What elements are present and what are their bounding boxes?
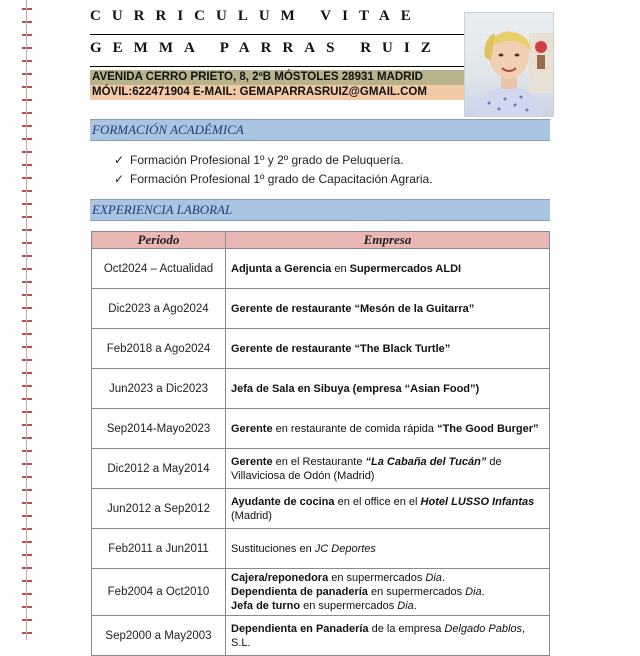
company-line (231, 542, 544, 556)
table-row (92, 616, 550, 656)
company-cell (226, 409, 550, 449)
company-line (231, 622, 544, 650)
education-section-bar (90, 119, 550, 141)
document-title: CURRICULUM VITAE (90, 8, 422, 24)
company-text: Hotel LUSSO Infantas (420, 495, 535, 508)
company-cell (226, 529, 550, 569)
company-text: en el Restaurante (272, 455, 366, 468)
table-row (92, 289, 550, 329)
company-text: . (441, 572, 445, 584)
company-text: JC Deportes (314, 542, 376, 555)
company-text: Supermercados ALDI (349, 262, 462, 275)
company-text: Dependienta en Panadería (231, 622, 369, 635)
company-text: Dia (425, 572, 442, 584)
period-cell: Dic2023 a Ago2024 (92, 289, 226, 329)
company-line (231, 585, 544, 599)
company-line (231, 262, 544, 276)
company-text: Ayudante de cocina (231, 495, 335, 508)
company-text: Gerente de restaurante “Mesón de la Guitarra” (231, 302, 475, 315)
company-text: Dia (397, 600, 414, 612)
period-cell: Dic2012 a May2014 (92, 449, 226, 489)
period-cell: Sep2000 a May2003 (92, 616, 226, 656)
education-item: ✓ Formación Profesional 1º grado de Capacitación Agraria. (114, 172, 433, 186)
company-line (231, 422, 544, 436)
company-text: . (481, 586, 485, 598)
company-line (231, 571, 544, 585)
company-cell (226, 289, 550, 329)
company-text: de Villaviciosa de Odón (Madrid) (231, 455, 502, 482)
company-line (231, 382, 544, 396)
table-row (92, 409, 550, 449)
company-cell (226, 489, 550, 529)
company-text: , S.L. (231, 622, 526, 649)
column-header-period: Periodo (92, 232, 226, 249)
company-cell (226, 616, 550, 656)
contact-text: MÓVIL:622471904 E-MAIL: GEMAPARRASRUIZ@GMAIL.COM (92, 86, 427, 98)
company-text: . (413, 600, 417, 612)
address-text: AVENIDA CERRO PRIETO, 8, 2ºB MÓSTOLES 28931 MADRID (92, 71, 423, 83)
period-cell: Feb2004 a Oct2010 (92, 569, 226, 616)
company-text: en restaurante de comida rápida (272, 422, 438, 435)
company-cell (226, 449, 550, 489)
table-row (92, 249, 550, 289)
company-line (231, 455, 544, 483)
experience-rows (92, 249, 550, 656)
decorative-border (22, 0, 32, 640)
company-line (231, 599, 544, 613)
period-cell: Jun2012 a Sep2012 (92, 489, 226, 529)
experience-heading: EXPERIENCIA LABORAL (92, 202, 233, 217)
company-text: Cajera/reponedora (231, 572, 329, 584)
education-heading: FORMACIÓN ACADÉMICA (92, 122, 244, 137)
company-text: “La Cabaña del Tucán” (365, 455, 487, 468)
company-cell (226, 369, 550, 409)
company-text: de la empresa (368, 622, 445, 635)
profile-photo (464, 12, 554, 117)
period-cell: Jun2023 a Dic2023 (92, 369, 226, 409)
company-text: Gerente (231, 455, 273, 468)
table-row (92, 529, 550, 569)
company-cell (226, 569, 550, 616)
company-text: Delgado Pablos (444, 622, 523, 635)
education-item: ✓ Formación Profesional 1º y 2º grado de Peluquería. (114, 153, 404, 167)
table-row (92, 489, 550, 529)
period-cell: Feb2011 a Jun2011 (92, 529, 226, 569)
company-text: “The Good Burger” (437, 422, 539, 435)
period-cell: Feb2018 a Ago2024 (92, 329, 226, 369)
experience-section-bar (90, 199, 550, 221)
checkmark-icon: ✓ (114, 153, 125, 167)
table-row (92, 329, 550, 369)
person-name: GEMMA PARRAS RUIZ (90, 40, 442, 56)
company-text: en supermercados (300, 600, 398, 612)
company-line (231, 495, 544, 523)
company-text: en (331, 262, 350, 275)
company-text: Jefa de Sala en Sibuya (empresa “Asian Food”) (231, 382, 480, 395)
experience-table (91, 231, 550, 656)
company-text: Gerente de restaurante “The Black Turtle” (231, 342, 451, 355)
checkmark-icon: ✓ (114, 172, 125, 186)
company-text: en el office en el (334, 495, 421, 508)
table-row (92, 369, 550, 409)
table-row (92, 449, 550, 489)
company-cell (226, 329, 550, 369)
column-header-company: Empresa (226, 232, 550, 249)
company-line (231, 342, 544, 356)
company-cell (226, 249, 550, 289)
company-text: (Madrid) (231, 509, 272, 522)
company-text: Dependienta de panadería (231, 586, 368, 598)
period-cell: Sep2014-Mayo2023 (92, 409, 226, 449)
title-rule (90, 34, 464, 35)
decorative-border-line (26, 0, 27, 640)
company-text: Sustituciones en (231, 542, 315, 555)
period-cell: Oct2024 – Actualidad (92, 249, 226, 289)
company-text: Dia (465, 586, 482, 598)
name-rule (90, 66, 464, 67)
company-text: Adjunta a Gerencia (231, 262, 332, 275)
company-text: en supermercados (367, 586, 466, 598)
table-row (92, 569, 550, 616)
company-line (231, 302, 544, 316)
company-text: Gerente (231, 422, 273, 435)
company-text: Jefa de turno (231, 600, 301, 612)
company-text: en supermercados (328, 572, 426, 584)
